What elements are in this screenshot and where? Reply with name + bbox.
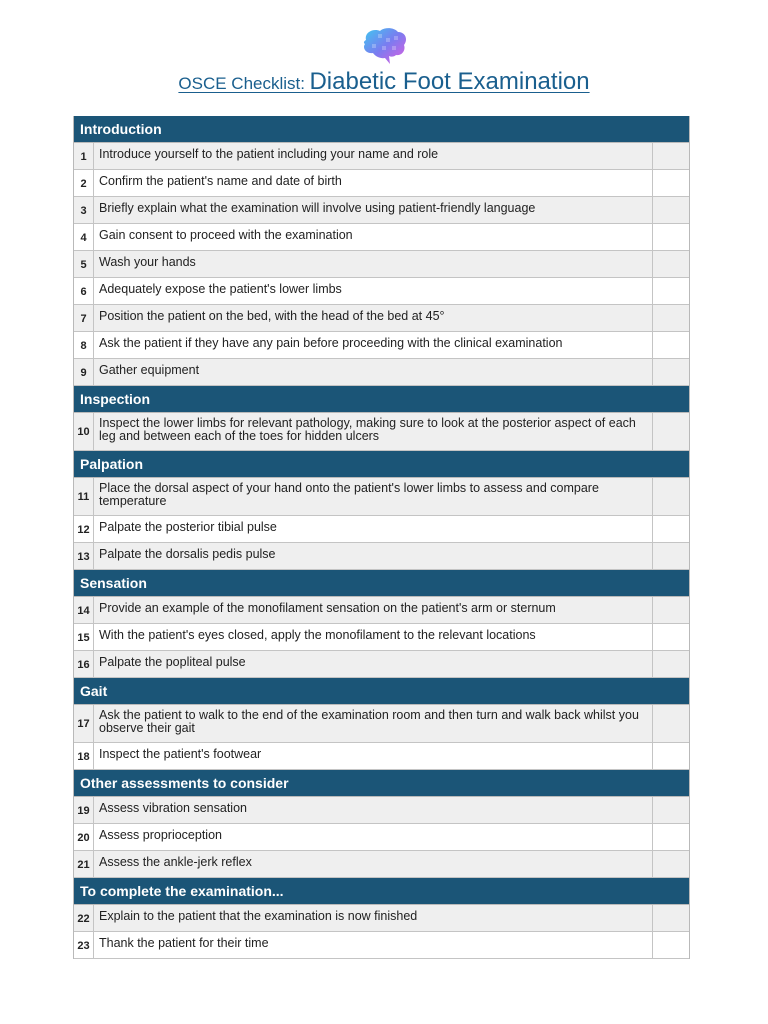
checklist-row — [74, 743, 689, 770]
item-number: 13 — [74, 543, 94, 569]
checklist-row — [74, 197, 689, 224]
item-text: Ask the patient to walk to the end of the examination room and then turn and walk back whilst you observe their gait — [94, 705, 653, 742]
item-text: Gain consent to proceed with the examination — [94, 224, 653, 250]
item-number: 16 — [74, 651, 94, 677]
item-text: Ask the patient if they have any pain before proceeding with the clinical examination — [94, 332, 653, 358]
checklist-row — [74, 516, 689, 543]
checkbox-cell[interactable] — [653, 851, 689, 877]
checklist-row — [74, 278, 689, 305]
item-number: 20 — [74, 824, 94, 850]
checklist-row — [74, 624, 689, 651]
checklist-row — [74, 332, 689, 359]
item-text: Explain to the patient that the examination is now finished — [94, 905, 653, 931]
checklist-row — [74, 143, 689, 170]
section-header: Palpation — [74, 451, 689, 478]
checkbox-cell[interactable] — [653, 332, 689, 358]
item-number: 3 — [74, 197, 94, 223]
checkbox-cell[interactable] — [653, 905, 689, 931]
checkbox-cell[interactable] — [653, 170, 689, 196]
item-text: Inspect the lower limbs for relevant pathology, making sure to look at the posterior aspect of each leg and between each of the toes for hidden ulcers — [94, 413, 653, 450]
item-text: Assess vibration sensation — [94, 797, 653, 823]
item-number: 12 — [74, 516, 94, 542]
item-number: 7 — [74, 305, 94, 331]
section-header: To complete the examination... — [74, 878, 689, 905]
item-number: 17 — [74, 705, 94, 742]
checkbox-cell[interactable] — [653, 305, 689, 331]
checkbox-cell[interactable] — [653, 932, 689, 958]
checklist-row — [74, 705, 689, 743]
item-number: 5 — [74, 251, 94, 277]
item-text: Palpate the posterior tibial pulse — [94, 516, 653, 542]
section-header: Sensation — [74, 570, 689, 597]
checklist-row — [74, 651, 689, 678]
item-text: Provide an example of the monofilament sensation on the patient's arm or sternum — [94, 597, 653, 623]
checkbox-cell[interactable] — [653, 224, 689, 250]
checkbox-cell[interactable] — [653, 143, 689, 169]
checkbox-cell[interactable] — [653, 743, 689, 769]
checklist-table — [73, 116, 690, 959]
checkbox-cell[interactable] — [653, 197, 689, 223]
item-text: Assess proprioception — [94, 824, 653, 850]
item-number: 9 — [74, 359, 94, 385]
checkbox-cell[interactable] — [653, 478, 689, 515]
item-text: Inspect the patient's footwear — [94, 743, 653, 769]
item-text: Palpate the dorsalis pedis pulse — [94, 543, 653, 569]
checklist-row — [74, 851, 689, 878]
checkbox-cell[interactable] — [653, 359, 689, 385]
item-number: 22 — [74, 905, 94, 931]
checklist-row — [74, 478, 689, 516]
item-text: Adequately expose the patient's lower limbs — [94, 278, 653, 304]
title-prefix: OSCE Checklist: — [178, 74, 305, 93]
checklist-row — [74, 251, 689, 278]
checklist-row — [74, 905, 689, 932]
item-text: Place the dorsal aspect of your hand onto the patient's lower limbs to assess and compare temperature — [94, 478, 653, 515]
checkbox-cell[interactable] — [653, 278, 689, 304]
item-text: Position the patient on the bed, with the head of the bed at 45° — [94, 305, 653, 331]
item-number: 18 — [74, 743, 94, 769]
checkbox-cell[interactable] — [653, 797, 689, 823]
item-text: Palpate the popliteal pulse — [94, 651, 653, 677]
item-number: 10 — [74, 413, 94, 450]
checkbox-cell[interactable] — [653, 597, 689, 623]
checklist-row — [74, 170, 689, 197]
checklist-row — [74, 359, 689, 386]
title-main: Diabetic Foot Examination — [309, 68, 590, 95]
page-title — [0, 68, 768, 96]
item-number: 23 — [74, 932, 94, 958]
item-text: Assess the ankle-jerk reflex — [94, 851, 653, 877]
item-number: 11 — [74, 478, 94, 515]
item-text: Wash your hands — [94, 251, 653, 277]
checkbox-cell[interactable] — [653, 413, 689, 450]
section-header: Other assessments to consider — [74, 770, 689, 797]
item-number: 15 — [74, 624, 94, 650]
item-number: 21 — [74, 851, 94, 877]
item-number: 2 — [74, 170, 94, 196]
item-number: 19 — [74, 797, 94, 823]
item-text: Gather equipment — [94, 359, 653, 385]
checklist-row — [74, 305, 689, 332]
item-text: Thank the patient for their time — [94, 932, 653, 958]
item-number: 8 — [74, 332, 94, 358]
section-header: Gait — [74, 678, 689, 705]
checklist-row — [74, 824, 689, 851]
item-number: 1 — [74, 143, 94, 169]
item-text: With the patient's eyes closed, apply the monofilament to the relevant locations — [94, 624, 653, 650]
checklist-row — [74, 224, 689, 251]
brain-logo-icon — [358, 26, 410, 66]
checklist-row — [74, 413, 689, 451]
checklist-row — [74, 797, 689, 824]
item-text: Introduce yourself to the patient including your name and role — [94, 143, 653, 169]
checkbox-cell[interactable] — [653, 251, 689, 277]
item-text: Confirm the patient's name and date of birth — [94, 170, 653, 196]
checklist-row — [74, 543, 689, 570]
checkbox-cell[interactable] — [653, 651, 689, 677]
item-number: 6 — [74, 278, 94, 304]
checklist-row — [74, 597, 689, 624]
checkbox-cell[interactable] — [653, 824, 689, 850]
checkbox-cell[interactable] — [653, 543, 689, 569]
section-header: Introduction — [74, 116, 689, 143]
item-number: 4 — [74, 224, 94, 250]
item-number: 14 — [74, 597, 94, 623]
checkbox-cell[interactable] — [653, 624, 689, 650]
section-header: Inspection — [74, 386, 689, 413]
checkbox-cell[interactable] — [653, 705, 689, 742]
checklist-row — [74, 932, 689, 959]
item-text: Briefly explain what the examination will involve using patient-friendly language — [94, 197, 653, 223]
checkbox-cell[interactable] — [653, 516, 689, 542]
